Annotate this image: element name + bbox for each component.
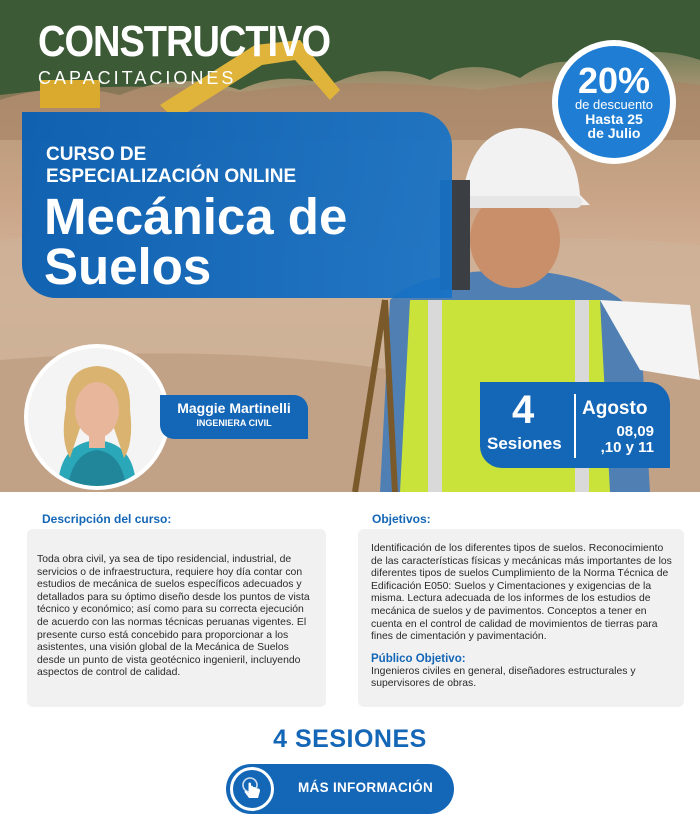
course-title: Mecánica de Suelos (44, 188, 348, 295)
schedule-divider (574, 394, 576, 458)
instructor-role: INGENIERA CIVIL (196, 418, 272, 428)
discount-text: de descuento (574, 97, 654, 112)
instructor-portrait-icon (28, 348, 166, 486)
description-title: Descripción del curso: (42, 512, 172, 526)
discount-badge (552, 40, 676, 164)
course-type: CURSO DE ESPECIALIZACIÓN ONLINE (46, 144, 297, 187)
instructor-name: Maggie Martinelli (177, 400, 291, 416)
description-card (27, 529, 326, 707)
instructor-avatar (28, 348, 166, 486)
audience-text: Ingenieros civiles en general, diseñadores estructurales y supervisores de obras. (371, 665, 636, 690)
sessions-heading: 4 SESIONES (273, 725, 427, 753)
sessions-count: 4 (512, 388, 535, 432)
sessions-label: Sesiones (487, 434, 562, 453)
more-info-label[interactable]: MÁS INFORMACIÓN (298, 780, 433, 795)
brand-tagline: CAPACITACIONES (38, 68, 237, 88)
schedule-month: Agosto (582, 398, 648, 419)
discount-until-1: Hasta 25 (585, 111, 643, 127)
schedule-box (480, 382, 670, 468)
audience-title: Público Objetivo: (371, 652, 466, 665)
more-info-button[interactable] (226, 764, 454, 814)
discount-until-2: de Julio (587, 125, 641, 141)
brand-logo (38, 18, 330, 89)
instructor-tag (160, 395, 308, 439)
schedule-days: 08,09 ,10 y 11 (600, 423, 654, 456)
description-text: Toda obra civil, ya sea de tipo residencial, industrial, de servicios o de infraestructura, requiere hoy día contar con estudios de mecánica de suelos específicos adecuados y detallados para su óptimo diseño desde los puntos de vista técnico y económico; así como para su correcta ejecución de acuerdo con las normas técnicas peruanas vigentes. El presente curso está concebido para proporcionar a los asistentes, una visión global de la Mecánica de Suelos desde un punto de vista geotécnico ingenieril, incluyendo aspectos de control de calidad. (37, 554, 310, 679)
discount-percent: 20% (577, 60, 651, 101)
tap-hand-icon (230, 767, 274, 811)
objectives-card (358, 529, 684, 707)
brand-name: CONSTRUCTIVO (38, 18, 330, 67)
objectives-text: Identificación de los diferentes tipos de suelos. Reconocimiento de las características físicas y mecánicas más importantes de los diferentes tipos de suelos Cumplimiento de la Norma Técnica de Edificación E050: Suelos y Cimentaciones y exigencias de la misma. Lectura adecuada de los informes de los estudios de mecánica de suelos y de pavimentos. Conceptos a tener en cuenta en el control de calidad de movimientos de tierras para fines de cimentación y pavimentación. (371, 543, 672, 643)
objectives-title: Objetivos: (372, 512, 431, 526)
